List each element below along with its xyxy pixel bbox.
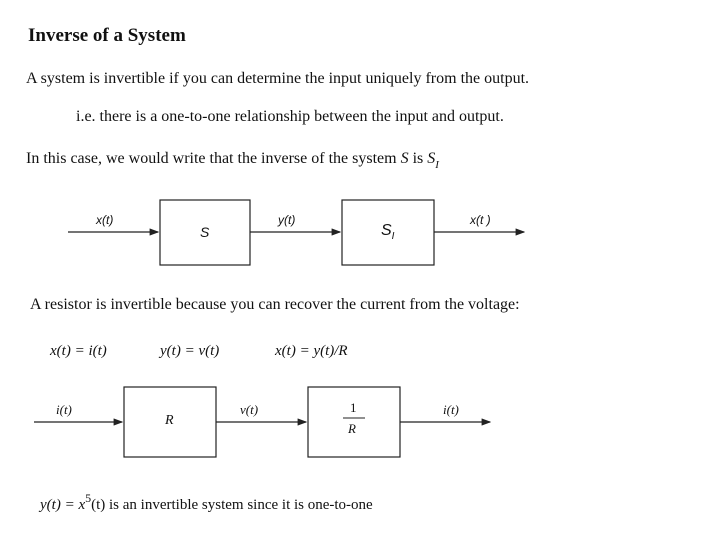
formula-current: x(t) = i(t) xyxy=(50,343,107,359)
current-input-label: i(t) xyxy=(56,402,72,417)
inverse-notation-lead: In this case, we would write that the inverse of the system xyxy=(26,150,401,167)
page-title: Inverse of a System xyxy=(28,25,186,46)
formula-voltage: y(t) = v(t) xyxy=(160,343,220,359)
current-output-label: i(t) xyxy=(443,402,459,417)
system-symbol: S xyxy=(400,150,409,167)
voltage-label: v(t) xyxy=(240,402,259,417)
system-diagram xyxy=(68,200,524,265)
resistor-text: A resistor is invertible because you can recover the current from the voltage: xyxy=(30,296,520,313)
resistor-label: R xyxy=(165,413,174,428)
inverse-system-label-subscript: I xyxy=(391,231,395,242)
fraction-numerator: 1 xyxy=(350,400,357,415)
example-exponent: 5 xyxy=(85,491,92,505)
fraction-denominator: R xyxy=(348,421,356,436)
formula-inverse: x(t) = y(t)/R xyxy=(275,343,348,359)
definition-text: A system is invertible if you can determine the input uniquely from the output. xyxy=(26,70,530,87)
middle-label: y(t) xyxy=(278,213,296,227)
system-s-label: S xyxy=(200,224,210,240)
resistor-diagram xyxy=(34,387,490,457)
inverse-system-symbol: S xyxy=(427,150,436,167)
nonlinear-example-text xyxy=(40,491,373,514)
inverse-system-label xyxy=(381,222,394,240)
one-to-one-text: i.e. there is a one-to-one relationship between the input and output. xyxy=(76,108,504,125)
inverse-system-label-main: S xyxy=(381,222,392,239)
input-label: x(t) xyxy=(96,213,114,227)
inverse-system-subscript: I xyxy=(435,159,439,171)
inverse-notation-is: is xyxy=(408,150,428,167)
output-label: x(t ) xyxy=(470,213,491,227)
example-rest: (t) is an invertible system since it is one-to-one xyxy=(91,497,373,513)
example-lhs: y(t) = x xyxy=(40,497,86,513)
